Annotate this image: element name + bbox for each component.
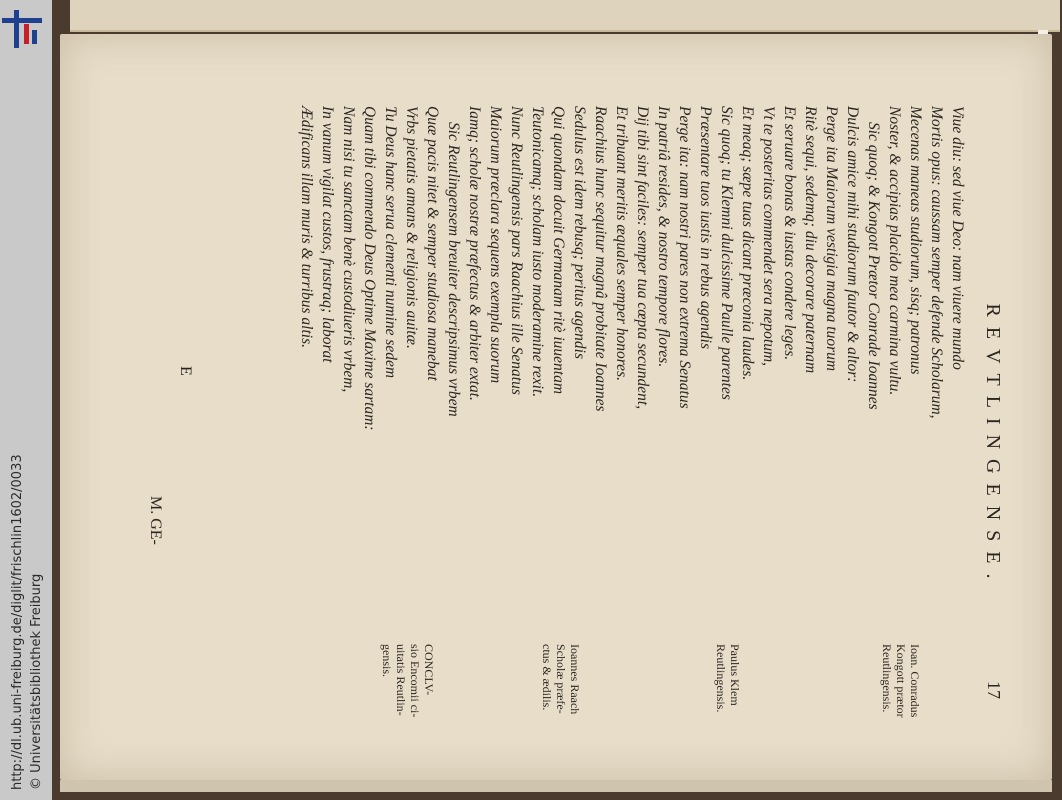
poem-line: Vrbs pietatis amans & religionis auitæ. [403, 106, 420, 349]
poem-line: Quam tibi commendo Deus Optime Maxime sartam: [361, 106, 378, 431]
margin-note [540, 644, 582, 764]
margin-note-line: Scholæ præfe- [554, 644, 568, 714]
poem-line: Qui quondam docuit Germanam ritè iuuentam [550, 106, 567, 395]
poem-line: Nam nisi tu sanctam benè custodiueris vrbem, [340, 106, 357, 393]
viewer-credit [8, 30, 46, 790]
poem-line: Perge ita Maiorum vestigia magna tuorum [823, 106, 840, 372]
source-url[interactable]: http://dl.ub.uni-freiburg.de/diglit/frischlin1602/0033 [10, 454, 25, 790]
page-header [964, 96, 1004, 746]
margin-note-line: Reutlingensis. [714, 644, 728, 713]
poem-line: Tu Deus hanc serua clementi numine sedem [382, 106, 399, 379]
running-title: REVTLINGENSE. [982, 303, 1004, 589]
poem-line: Dulcis amice mihi studiorum fautor & altor: [844, 106, 861, 383]
margin-note-line: Reutlingensis. [880, 644, 894, 713]
poem-line: Teutonicamq; scholam iusto moderamine rexit. [529, 106, 546, 398]
poem-line: Ritè sequi, sedemq; diu decorare paternam [802, 106, 819, 374]
margin-note-line: Ioan. Conradus [908, 644, 922, 718]
poem-line: Mortis opus: caussam semper defende Scholarum, [928, 106, 945, 419]
poem-line: Et meaq; sæpe tuas dicant præconia laudes. [739, 106, 756, 381]
poem-text [296, 106, 968, 626]
margin-note-line: Paulus Klem [728, 644, 742, 706]
page-content [44, 96, 1004, 796]
poem-line: Quæ pacis nitet & semper studiosa manebat [424, 106, 441, 381]
margin-note-line: uitatis Reutlin- [394, 644, 408, 716]
poem-line: Vt te posteritas commendet sera nepotum, [760, 106, 777, 367]
poem-line: Noster, & accipias placido mea carmina vultu. [886, 106, 903, 396]
poem-line: Sedulus est idem rebusq; peritus agendis [571, 106, 588, 359]
page-bottom-edge [60, 780, 1052, 792]
poem-line: Raachius hunc sequitur magnâ probitate Ioannes [592, 106, 609, 412]
copyright-notice: © Universitätsbibliothek Freiburg [29, 573, 44, 790]
margin-note [380, 644, 436, 764]
poem-line: Viue diu: sed viue Deo: nam viuere mundo [949, 106, 966, 370]
book-scan [52, 0, 1062, 800]
poem-line: Maiorum præclara sequens exempla suorum [487, 106, 504, 384]
poem-line: Dij tibi sint faciles: semper tua cœpta secundent, [634, 106, 651, 410]
poem-line: Et tribuant meritis æquales semper honores. [613, 106, 630, 381]
catchword: M. GE- [147, 496, 164, 545]
poem-line: Iamq; scholæ nostræ præfectus & arbiter extat. [466, 106, 483, 401]
poem-line: Præsentare tuos iustis in rebus agendis [697, 106, 714, 349]
margin-note-line: ctus & ædilis. [540, 644, 554, 711]
poem-line: Sic quoq; tu Klemni dulcissime Paulle parentes [718, 106, 735, 400]
scanned-page [60, 34, 1052, 780]
poem-line: In vanum vigilat custos, frustraq; laborat [319, 106, 336, 363]
poem-line: Nunc Reutlingensis pars Raachius ille Senatus [508, 106, 525, 395]
poem-line: Et seruare bonas & iustas condere leges. [781, 106, 798, 361]
signature-mark: E [177, 366, 194, 376]
margin-note [714, 644, 742, 764]
poem-line: Ædificans illam muris & turribus altis. [298, 106, 315, 349]
margin-note-line: gensis. [380, 644, 394, 677]
poem-line: Sic Reutlingensem breuiter descripsimus vrbem [445, 122, 462, 417]
poem-line: Sic quoq; & Kongott Prætor Conrade Ioannes [865, 122, 882, 410]
margin-note-line: Ioannes Raach [568, 644, 582, 715]
margin-note-line: CONCLV- [422, 644, 436, 696]
margin-note [880, 644, 922, 764]
margin-note-line: Kongott prætor [894, 644, 908, 718]
page-number: 17 [984, 681, 1004, 699]
poem-line: Perge ita: nam nostri pares non extrema Senatus [676, 106, 693, 409]
margin-note-line: sio Encomii ci- [408, 644, 422, 718]
poem-line: Mecenas maneas studiorum, sisq; patronus [907, 106, 924, 375]
previous-page-edge [70, 0, 1060, 32]
poem-line: In patriâ resides, & nostro tempore flores. [655, 106, 672, 368]
